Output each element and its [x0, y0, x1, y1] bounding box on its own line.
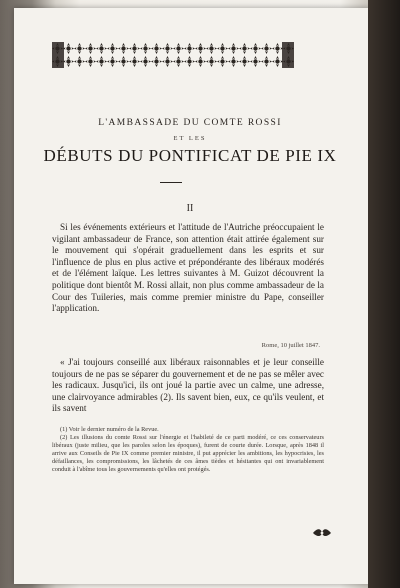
book-spine — [368, 0, 400, 588]
letter-dateline: Rome, 10 juillet 1847. — [261, 342, 320, 349]
body-paragraph: Si les événements extérieurs et l'attitude de l'Autriche préoccupaient le vigilant ambassadeur de France, son attention était attirée également sur le mouvement qui s'opérait graduellement dans les esprits et sur l'influence de plus en plus active et prépondérante des libéraux modérés et de l'élément laïque. Les lettres suivantes à M. Guizot découvrent la politique dont bientôt M. Rossi allait, non plus comme ambassadeur de la Cour des Tuileries, mais comme premier ministre du Pape, conseiller l'application. — [52, 222, 324, 314]
title-rule — [160, 182, 182, 183]
fleuron-tailpiece-icon — [312, 528, 332, 538]
quoted-letter: « J'ai toujours conseillé aux libéraux raisonnables et je leur conseille toujours de ne pas se séparer du gouvernement et de ne pas se mêler avec les radicaux. Jusqu'ici, ils ont joué la partie avec un calme, une adresse, une clairvoyance admirables (2). Ils savent bien, eux, ce qu'ils veulent, et ils savent — [52, 357, 324, 414]
fleuron-border-svg — [52, 42, 294, 68]
article-kicker: L'AMBASSADE DU COMTE ROSSI — [98, 118, 282, 128]
article-title: DÉBUTS DU PONTIFICAT DE PIE IX — [43, 146, 337, 165]
article-connector: ET LES — [173, 135, 207, 142]
footnotes — [52, 426, 324, 473]
footnote-1: (1) Voir le dernier numéro de la Revue. — [60, 426, 159, 433]
footnote-2: (2) Les illusions du comte Rossi sur l'énergie et l'habileté de ce parti modéré, ce ces conservateurs libéraux (juste milieu, que les paroles selon les époques), furent de courte durée. Lorsque, après 1848 il arrive aux Conseils de Pie IX comme premier ministre, il put apprécier les ambitions, les hypocrisies, les défaillances, les compromissions, les lâchetés de ces âmes tièdes et hésitantes qui ont invariablement conduit à l'abîme tous les gouvernements qu'elles ont protégés. — [52, 433, 324, 473]
section-number: II — [186, 203, 194, 214]
fleuron-border-icon — [52, 42, 294, 68]
